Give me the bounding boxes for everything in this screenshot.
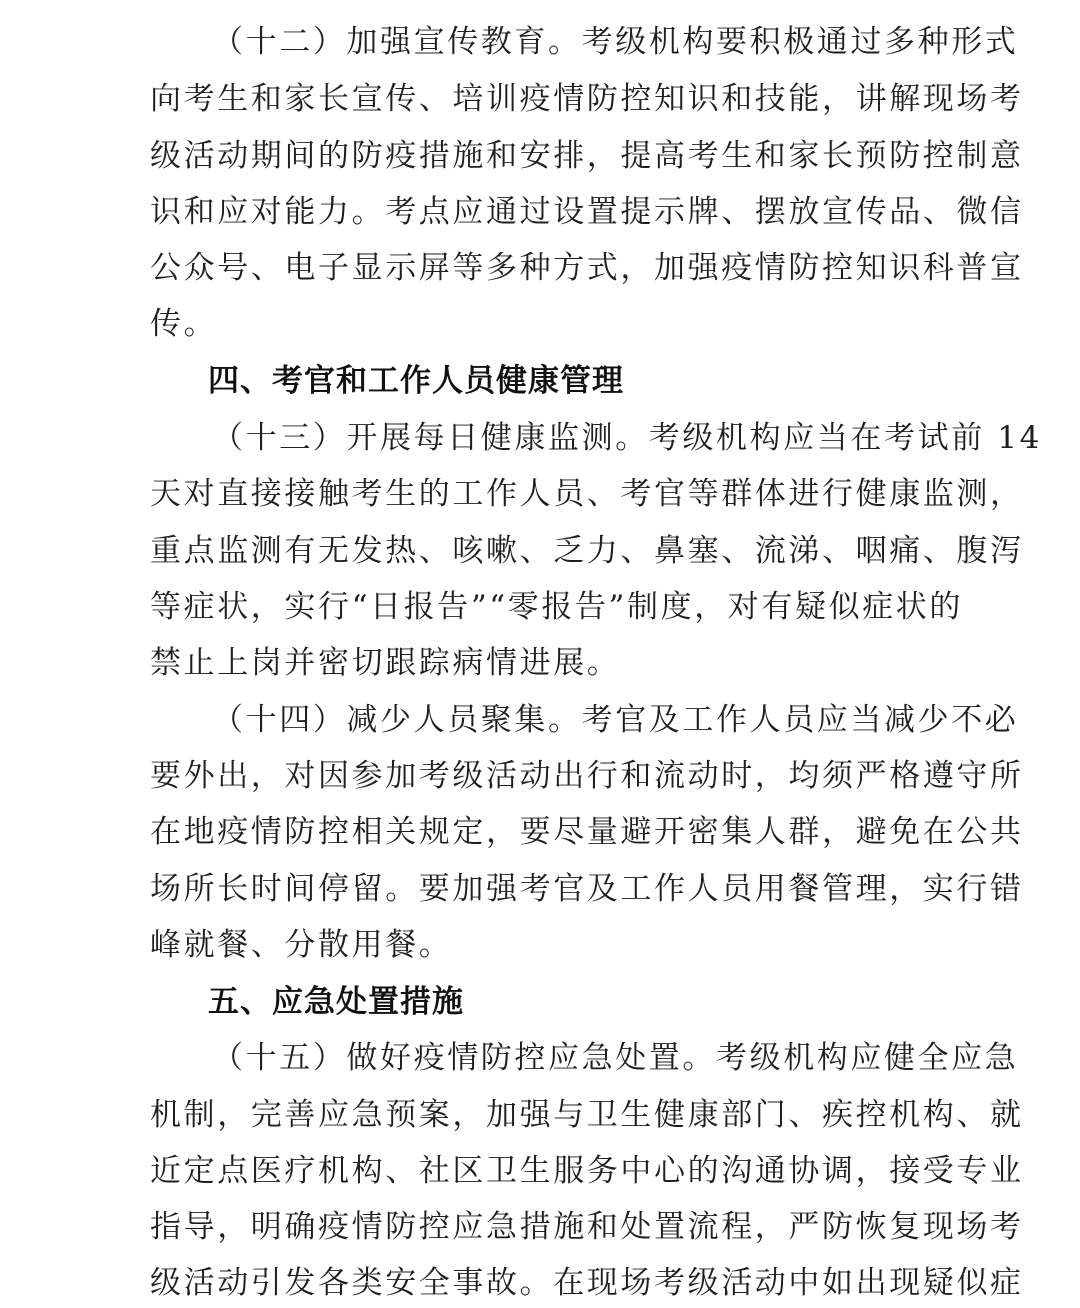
paragraph-14-line-2: 要外出，对因参加考级活动出行和流动时，均须严格遵守所: [150, 758, 1024, 794]
paragraph-13-line-5: 禁止上岗并密切跟踪病情进展。: [150, 645, 621, 681]
paragraph-13-line-4: 等症状，实行“日报告”“零报告”制度，对有疑似症状的: [150, 589, 963, 625]
paragraph-14-line-3: 在地疫情防控相关规定，要尽量避开密集人群，避免在公共: [150, 814, 1024, 850]
paragraph-15-line-3: 近定点医疗机构、社区卫生服务中心的沟通协调，接受专业: [150, 1153, 1024, 1189]
paragraph-15-line-2: 机制，完善应急预案，加强与卫生健康部门、疾控机构、就: [150, 1097, 1024, 1133]
paragraph-15-line-1: （十五）做好疫情防控应急处置。考级机构应健全应急: [212, 1040, 1019, 1076]
paragraph-15-line-5: 级活动引发各类安全事故。在现场考级活动中如出现疑似症: [150, 1265, 1024, 1301]
paragraph-12-line-5: 公众号、电子显示屏等多种方式，加强疫情防控知识科普宣: [150, 250, 1024, 286]
paragraph-12-line-6: 传。: [150, 306, 218, 342]
section-heading-4: 四、考官和工作人员健康管理: [208, 363, 624, 399]
paragraph-12-line-1: （十二）加强宣传教育。考级机构要积极通过多种形式: [212, 24, 1019, 60]
section-heading-5: 五、应急处置措施: [208, 984, 464, 1020]
paragraph-12-line-2: 向考生和家长宣传、培训疫情防控知识和技能，讲解现场考: [150, 81, 1024, 117]
paragraph-14-line-5: 峰就餐、分散用餐。: [150, 927, 453, 963]
paragraph-14-line-1: （十四）减少人员聚集。考官及工作人员应当减少不必: [212, 702, 1019, 738]
paragraph-13-line-1: （十三）开展每日健康监测。考级机构应当在考试前 14: [212, 420, 1042, 456]
paragraph-12-line-4: 识和应对能力。考点应通过设置提示牌、摆放宣传品、微信: [150, 194, 1024, 230]
paragraph-13-line-2: 天对直接接触考生的工作人员、考官等群体进行健康监测，: [150, 476, 1024, 512]
paragraph-12-line-3: 级活动期间的防疫措施和安排，提高考生和家长预防控制意: [150, 138, 1024, 174]
paragraph-14-line-4: 场所长时间停留。要加强考官及工作人员用餐管理，实行错: [150, 871, 1024, 907]
paragraph-15-line-4: 指导，明确疫情防控应急措施和处置流程，严防恢复现场考: [150, 1209, 1024, 1245]
paragraph-13-line-3: 重点监测有无发热、咳嗽、乏力、鼻塞、流涕、咽痛、腹泻: [150, 533, 1024, 569]
